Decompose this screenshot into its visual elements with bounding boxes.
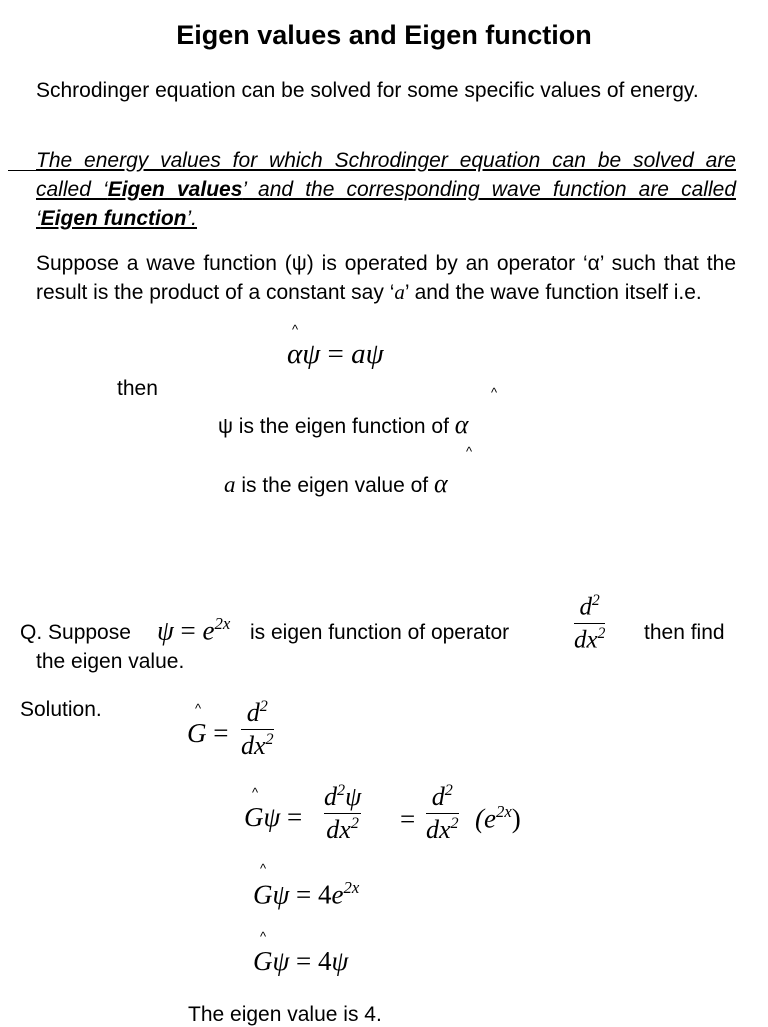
equation1-equals: = — [320, 338, 352, 370]
question-op-den-exp: 2 — [597, 624, 606, 642]
question-op-denominator — [574, 625, 605, 655]
step1-equals: = — [206, 718, 229, 748]
step2-paren-open: (e — [475, 803, 496, 834]
step2-f2-num-exp: 2 — [444, 782, 453, 800]
question-op-den-dx: dx — [574, 626, 598, 654]
step2-f2-denominator — [426, 815, 459, 845]
definition-paragraph — [36, 146, 736, 233]
step1-denominator — [241, 731, 274, 761]
statement2-var: a — [224, 472, 236, 497]
step2-f2-den-dx: dx — [426, 815, 451, 844]
page-title: Eigen values and Eigen function — [176, 20, 592, 50]
question-op-num-d: d — [579, 593, 593, 621]
step4-psi: ψ — [331, 946, 349, 976]
question-operator-fraction — [574, 592, 605, 654]
equation1-rhs: aψ — [351, 338, 384, 370]
step1-fraction — [241, 698, 274, 761]
step2-fraction1 — [324, 782, 361, 845]
definition-bold-eigen-values: Eigen values — [107, 178, 243, 201]
step2-f1-num-exp: 2 — [337, 782, 346, 800]
question-middle: is eigen function of operator — [250, 621, 510, 644]
step2-f1-numerator — [324, 782, 361, 812]
step2-f1-num-d: d — [324, 782, 337, 811]
statement1-operator: α — [454, 410, 469, 439]
question-psi: ψ — [157, 615, 174, 646]
step1-den-dx: dx — [241, 731, 266, 760]
step1-numerator — [241, 698, 274, 728]
step2-f1-denominator — [324, 815, 361, 845]
step3-base: e — [331, 879, 344, 910]
step2-hat: ^ — [252, 785, 259, 800]
question-op-fraction-bar — [574, 623, 605, 624]
step2-paren-exp: 2x — [495, 802, 512, 821]
step3-exp: 2x — [343, 878, 360, 897]
step2-equals: = — [280, 802, 303, 832]
definition-text-3: ’. — [186, 207, 197, 230]
definition-leading-rule — [8, 170, 36, 171]
equation1-hat: ^ — [292, 322, 299, 337]
question-op-num-exp: 2 — [592, 592, 600, 609]
step3-equals-four: = 4 — [289, 879, 332, 910]
step3-operator-psi: Gψ — [253, 879, 290, 910]
step3-equation — [253, 878, 359, 910]
step2-f1-fraction-bar — [324, 813, 361, 814]
conclusion: The eigen value is 4. — [188, 1003, 382, 1026]
statement2-text: is the eigen value of — [235, 474, 434, 497]
suppose-text-2: ’ and the wave function itself i.e. — [404, 281, 702, 304]
step1-fraction-bar — [241, 729, 274, 730]
intro-text: Schrodinger equation can be solved for some specific values of energy. — [36, 79, 699, 102]
step1-hat: ^ — [195, 701, 202, 716]
statement2-hat: ^ — [466, 444, 473, 459]
statement1-hat: ^ — [491, 385, 498, 400]
step2-f1-num-psi: ψ — [345, 782, 362, 811]
step2-equals2: = — [400, 804, 416, 834]
statement-eigen-function — [218, 410, 468, 440]
intro-paragraph — [36, 76, 736, 105]
step2-f2-den-exp: 2 — [450, 815, 459, 833]
suppose-paragraph — [36, 249, 736, 307]
step1-lhs — [187, 718, 228, 749]
step2-fraction2 — [426, 782, 459, 845]
definition-bold-eigen-function: Eigen function — [40, 207, 187, 230]
equation1-lhs: αψ — [287, 338, 321, 370]
step2-f1-den-dx: dx — [326, 815, 351, 844]
step2-f2-numerator — [426, 782, 459, 812]
step4-equals-four: = 4 — [289, 946, 332, 976]
step2-f1-den-exp: 2 — [350, 815, 359, 833]
step1-den-exp: 2 — [265, 731, 274, 749]
statement-eigen-value — [224, 469, 448, 499]
step2-f2-num-d: d — [431, 782, 445, 811]
question-prefix: Q. Suppose — [20, 621, 131, 644]
definition-text-2: ’ and the corresponding wave function are called ‘ — [36, 178, 737, 230]
question-op-numerator — [574, 592, 605, 622]
question-line2: the eigen value. — [36, 650, 185, 673]
step4-operator-psi: Gψ — [253, 946, 290, 976]
step2-operator-psi: Gψ — [244, 802, 281, 832]
definition-text-1: The energy values for which Schrodinger equation can be solved are called ‘ — [36, 149, 736, 201]
suppose-constant: a — [394, 280, 405, 304]
statement2-operator: α — [433, 469, 448, 498]
question-suffix: then find — [644, 621, 725, 644]
suppose-text-1: Suppose a wave function (ψ) is operated by an operator ‘α’ such that the result is the product of a constant say ‘ — [36, 252, 736, 304]
step4-hat: ^ — [260, 929, 267, 944]
step2-paren-close: ) — [511, 803, 521, 834]
question-psi-equation — [157, 614, 230, 646]
step2-lhs — [244, 802, 302, 833]
question-base: e — [202, 615, 215, 646]
step1-num-d: d — [246, 698, 260, 727]
step2-f2-fraction-bar — [426, 813, 459, 814]
step3-hat: ^ — [260, 861, 267, 876]
then-label: then — [117, 377, 158, 400]
step4-equation — [253, 946, 348, 977]
step2-paren-expression — [475, 802, 521, 834]
question-equals: = — [173, 615, 203, 646]
solution-label: Solution. — [20, 698, 102, 721]
step1-num-exp: 2 — [259, 698, 268, 716]
equation1 — [287, 338, 384, 371]
question-exp: 2x — [214, 614, 231, 633]
statement1-text: ψ is the eigen function of — [218, 415, 455, 438]
step1-operator: G — [187, 718, 207, 748]
